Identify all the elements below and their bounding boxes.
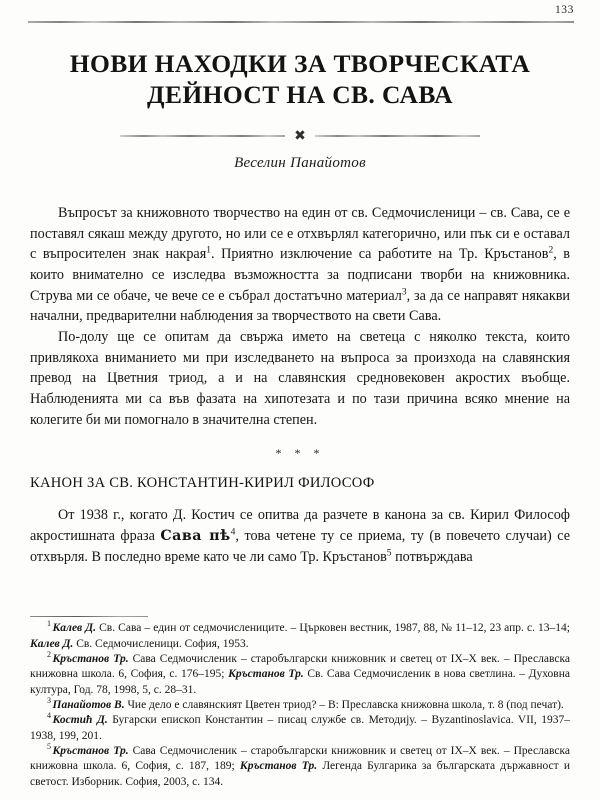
footnote-number: 2 [47, 650, 51, 660]
footnote-author-secondary: Кръстанов Тр. [239, 760, 318, 773]
section-heading: КАНОН ЗА СВ. КОНСТАНТИН-КИРИЛ ФИЛОСОФ [30, 475, 375, 492]
footnote-ref-4[interactable]: 4 [230, 527, 236, 538]
footnote-number: 1 [47, 619, 51, 629]
footnote-text: Бугарски епископ Константин – писац службе св. Методиjу. – Byzantinoslavica. VII, 1937–1938, 199, 201. [30, 714, 570, 742]
para3-part-a: От 1938 г., когато Д. Костич се опитва да разчете в канона за св. Кирил Философ акростишната фраза [30, 507, 570, 544]
ornament-divider [120, 126, 480, 146]
section-separator-asterisks: * * * [275, 446, 325, 461]
footnote-item [30, 744, 570, 790]
footnote-author-secondary: Кръстанов Тр. [228, 668, 304, 681]
footnote-author: Костиħ Д. [52, 714, 108, 727]
footnote-text: Чие дело е славянският Цветен триод? – В: Преславска книжовна школа, т. 8 (под печат). [124, 698, 564, 711]
divider-rule-left [120, 135, 285, 136]
author-byline: Веселин Панайотов [234, 155, 366, 171]
footnote-ref-1[interactable]: 1 [206, 245, 211, 256]
body-column [30, 203, 570, 567]
para1-part-b: . Приятно изключение са работите на Тр. Кръстанов [211, 246, 549, 263]
para1-part-a: Въпросът за книжовното творчество на един от св. Седмочисленици – св. Сава, се е поставял сякаш между другото, но или се е отхвърлял категорично, или пък си е оставал с въпросителен знак накрая [30, 205, 570, 263]
footnote-ref-3[interactable]: 3 [401, 286, 407, 297]
header-rule [28, 21, 574, 23]
footnote-author: Калев Д. [52, 622, 97, 635]
footnote-item [30, 652, 570, 698]
title-block [40, 48, 560, 110]
footnote-author: Панайотов В. [52, 698, 125, 711]
footnote-author: Кръстанов Тр. [52, 652, 129, 665]
footnote-text-secondary: Св. Сава Седмочисленик в нова светлина. – Духовна култура, Год. 78, 1998, 5, с. 28–31. [30, 668, 570, 696]
footnote-number: 4 [47, 711, 51, 721]
divider-rule-right [315, 135, 480, 136]
para1-part-c: , в които внимателно се изследва възможността за подписани творби на книжовника. Струва ми се обаче, че вече се е събрал достатъчно материал [30, 246, 570, 304]
footnote-text-secondary: Св. Седмочисленици. София, 1953. [73, 637, 249, 650]
footnote-separator-rule [30, 616, 148, 617]
footnote-text: Сава Седмочисленик – старобългарски книжовник и светец от IX–X век. – Преславска книжовна школа. 6, София, с. 187, 189; [30, 744, 570, 773]
footnotes-zone [30, 616, 570, 790]
page-number: 133 [554, 4, 574, 16]
footnote-text: Сава Седмочисленик – старобългарски книжовник и светец от IX–X век. – Преславска книжовна школа. 6, София, с. 176–195; [30, 652, 570, 681]
paragraph-3 [30, 505, 570, 567]
running-head [28, 4, 574, 26]
footnote-item [30, 713, 570, 744]
old-church-slavonic-phrase: Сава пѣ [160, 527, 231, 544]
footnote-number: 3 [47, 696, 51, 706]
para1-part-d: , за да се направят някакви начални, предварителни наблюдения за творчеството на свети Сава. [30, 287, 571, 325]
footnote-author: Кръстанов Тр. [52, 744, 129, 757]
footnote-author-secondary: Калев Д. [30, 637, 74, 650]
page-title [40, 48, 560, 110]
para3-part-b: , това четене ту се приема, ту (в повечето случаи) се отхвърля. В последно време като че ли само Тр. Кръстанов [30, 527, 570, 565]
footnote-text-secondary: Легенда Булгарика за българската държавност и светост. Изборник. София, 2003, с. 134. [30, 760, 571, 788]
floral-ornament-icon: ✖ [294, 128, 306, 144]
footnote-text: Св. Сава – един от седмочислениците. – Църковен вестник, 1987, 88, № 11–12, 23 апр. с. 13–14; [96, 622, 570, 635]
footnote-item [30, 698, 570, 713]
title-line-2: ДЕЙНОСТ НА СВ. САВА [147, 80, 453, 110]
footnote-number: 5 [47, 742, 51, 752]
title-line-1: НОВИ НАХОДКИ ЗА ТВОРЧЕСКАТА [69, 49, 531, 78]
footnote-ref-2[interactable]: 2 [548, 245, 554, 256]
para3-part-c: потвърждава [391, 548, 473, 565]
footnote-item [30, 621, 570, 652]
paragraph-1 [30, 203, 570, 327]
footnote-ref-5[interactable]: 5 [386, 547, 392, 558]
paragraph-2: По-долу ще се опитам да свържа името на светеца с няколко текста, които привлякоха вниманието ми при изследването на въпроса за произхода на славянския превод на Цветния триод, а и на славянския средновековен акростих въобще. Наблюденията ми са във фазата на хипотезата и по тази причина всяко мнение на колегите би ми помогнало в значителна степен. [30, 328, 570, 428]
